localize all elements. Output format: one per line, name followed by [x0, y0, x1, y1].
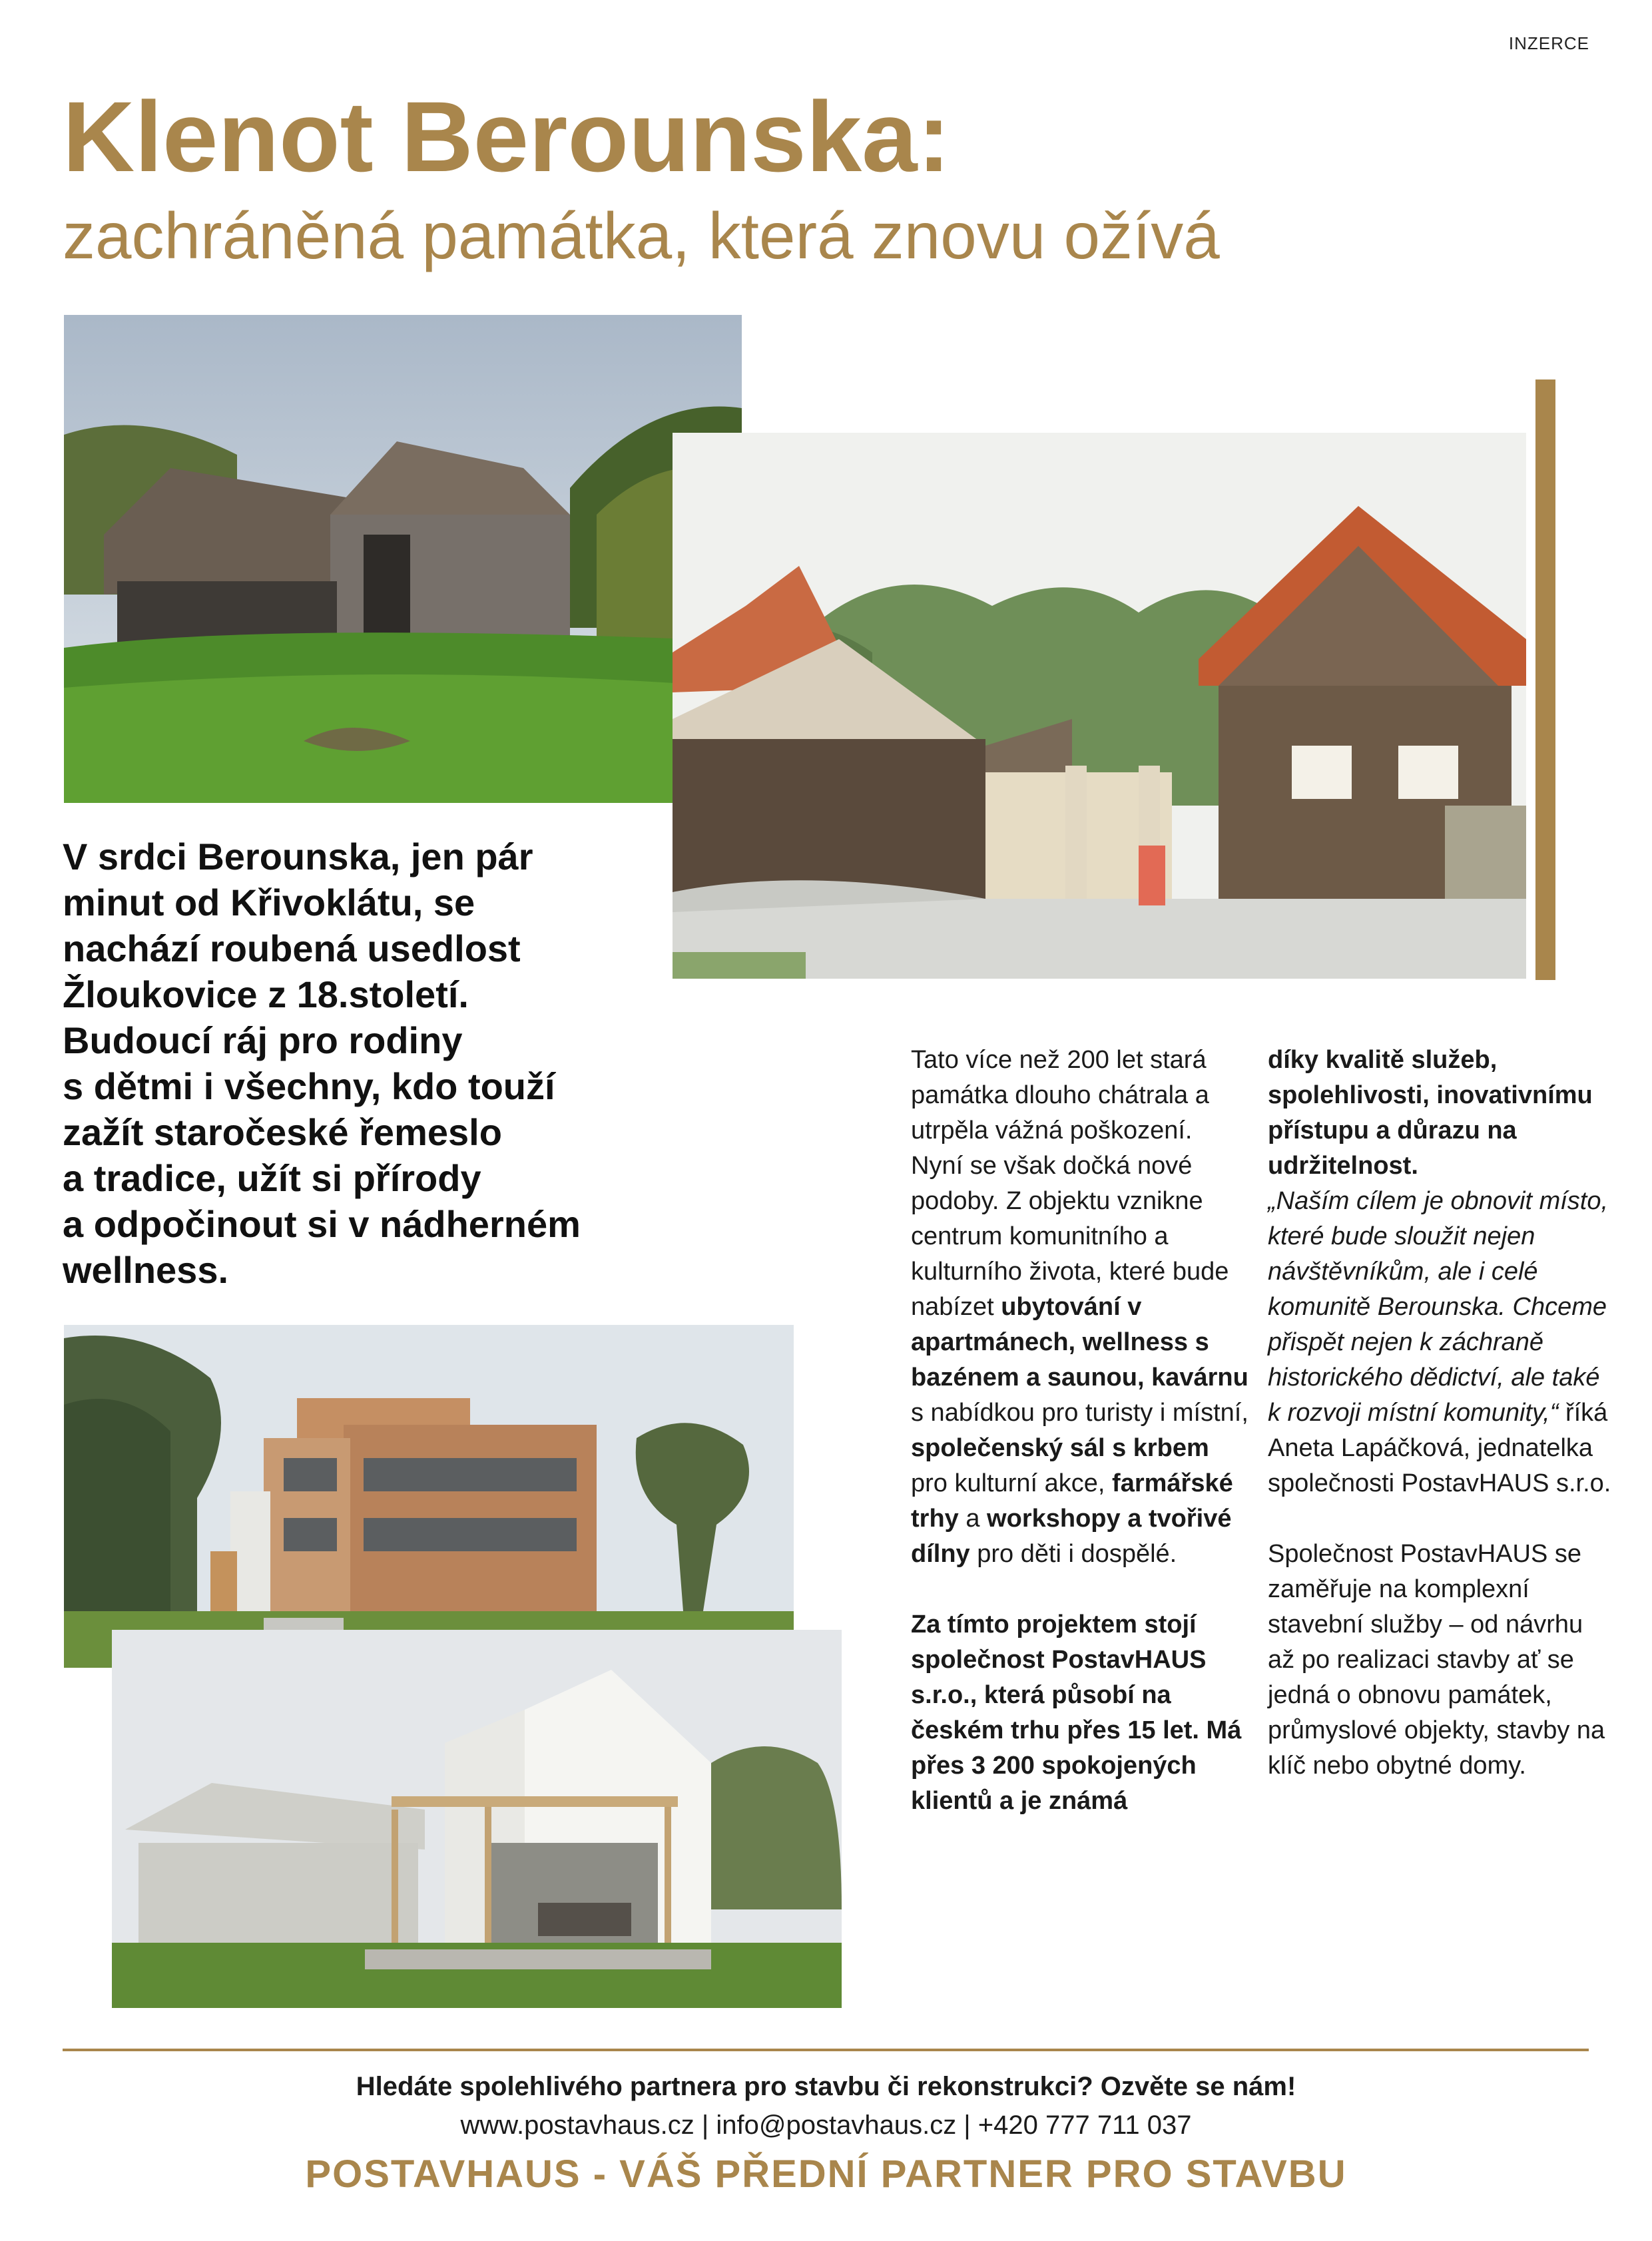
lead-line: zažít staročeské řemeslo	[63, 1111, 502, 1153]
lead-line: Žloukovice z 18.století.	[63, 973, 469, 1015]
column-1-paragraph-1: Tato více než 200 let stará památka dlouho chátrala a utrpěla vážná poškození. Nyní se však dočká nové podoby. Z objektu vznikne centrum komunitního a kulturního života, které bude nabízet ubytování v apartmánech, wellness s bazénem a saunou, kavárnu s nabídkou pro turisty i místní, společenský sál s krbem pro kulturní akce, farmářské trhy a workshopy a tvořivé dílny pro děti i dospělé.	[911, 1046, 1248, 1568]
footer-divider	[63, 2049, 1589, 2051]
lead-line: minut od Křivoklátu, se	[63, 881, 475, 923]
lead-line: a odpočinout si v nádherném	[63, 1203, 581, 1245]
page-subtitle: zachráněná památka, která znovu ožívá	[63, 199, 1220, 272]
article-column-1	[911, 1043, 1250, 1854]
lead-line: a tradice, užít si přírody	[63, 1157, 481, 1199]
footer-call-to-action: Hledáte spolehlivého partnera pro stavbu či rekonstrukci? Ozvěte se nám!	[356, 2072, 1296, 2101]
footer-contact-line: www.postavhaus.cz | info@postavhaus.cz | +420 777 711 037	[460, 2111, 1192, 2140]
accent-bar	[1535, 379, 1555, 980]
photo-brick-apartment-building	[64, 1325, 794, 1668]
column-2-paragraph-2: Společnost PostavHAUS se zaměřuje na komplexní stavební služby – od návrhu až po realizaci stavby ať se jedná o obnovu památek, průmyslové objekty, stavby na klíč nebo obytné domy.	[1268, 1540, 1605, 1780]
lead-line: wellness.	[63, 1249, 229, 1291]
article-column-2	[1268, 1043, 1614, 1819]
page-title: Klenot Berounska:	[63, 81, 951, 192]
lead-line: Budoucí ráj pro rodiny	[63, 1019, 463, 1061]
photo-restored-farmstead-render	[673, 433, 1526, 979]
quote: „Naším cílem je obnovit místo, které bude sloužit nejen návštěvníkům, ale i celé komunitě Berounska. Chceme přispět nejen k záchraně historického dědictví, ale také k rozvoji místní komunity,“	[1268, 1187, 1609, 1427]
lead-line: s dětmi i všechny, kdo touží	[63, 1065, 555, 1107]
lead-line: nachází roubená usedlost	[63, 927, 521, 969]
column-1-paragraph-2: Za tímto projektem stojí společnost PostavHAUS s.r.o., která působí na českém trhu přes 15 let. Má přes 3 200 spokojených klientů a je známá	[911, 1611, 1242, 1815]
footer-slogan: POSTAVHAUS - VÁŠ PŘEDNÍ PARTNER PRO STAVBU	[305, 2152, 1347, 2196]
photo-white-modern-house	[112, 1630, 842, 2008]
column-2-paragraph-1: díky kvalitě služeb, spolehlivosti, inovativnímu přístupu a důrazu na udržitelnost. „Naším cílem je obnovit místo, které bude sloužit nejen návštěvníkům, ale i celé komunitě Berounska. Chceme přispět nejen k záchraně historického dědictví, ale také k rozvoji místní komunity,“ říká Aneta Lapáčková, jednatelka společnosti PostavHAUS s.r.o.	[1268, 1046, 1611, 1497]
lead-paragraph	[63, 834, 662, 1293]
lead-line: V srdci Berounska, jen pár	[63, 836, 533, 877]
photo-derelict-farmstead	[64, 315, 742, 803]
advertisement-label: INZERCE	[1508, 33, 1589, 53]
